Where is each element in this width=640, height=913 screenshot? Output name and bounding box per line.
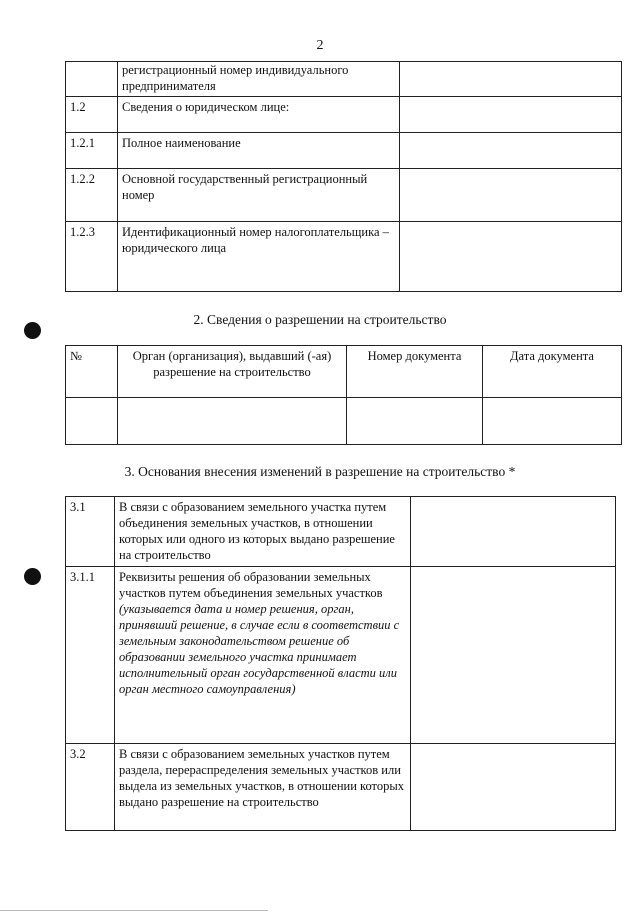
row-value-field[interactable] <box>400 222 622 292</box>
column-header-issuer: Орган (организация), выдавший (-ая) разрешение на строительство <box>118 346 347 398</box>
table-row <box>66 744 616 831</box>
cell-doc-number-field[interactable] <box>347 398 483 445</box>
row-value-field[interactable] <box>400 169 622 222</box>
section-2-title: 2. Сведения о разрешении на строительство <box>193 312 447 327</box>
row-value-field[interactable] <box>411 567 616 744</box>
table-row <box>66 97 622 133</box>
row-number: 1.2.3 <box>66 222 118 292</box>
table-row <box>66 398 622 445</box>
row-label: Сведения о юридическом лице: <box>118 97 400 133</box>
row-label: Реквизиты решения об образовании земельных участков путем объединения земельных участков <box>119 570 383 600</box>
row-label: регистрационный номер индивидуального предпринимателя <box>118 62 400 97</box>
row-number: 3.2 <box>66 744 115 831</box>
row-number: 1.2 <box>66 97 118 133</box>
table-row <box>66 497 616 567</box>
cell-issuer-field[interactable] <box>118 398 347 445</box>
row-note: (указывается дата и номер решения, орган, принявший решение, в случае если в соответствии с земельным законодательством решение об образовании земельного участка принимает исполнительный орган государственной власти или орган местного самоуправления) <box>119 602 400 696</box>
row-number <box>66 62 118 97</box>
cell-doc-date-field[interactable] <box>483 398 622 445</box>
table-header-row <box>66 346 622 398</box>
row-number: 1.2.1 <box>66 133 118 169</box>
applicant-info-table <box>65 61 622 292</box>
cell-number-field[interactable] <box>66 398 118 445</box>
row-value-field[interactable] <box>400 97 622 133</box>
change-grounds-table <box>65 496 616 831</box>
column-header-doc-number: Номер документа <box>347 346 483 398</box>
table-row <box>66 133 622 169</box>
row-value-field[interactable] <box>411 497 616 567</box>
row-value-field[interactable] <box>411 744 616 831</box>
row-label-cell <box>115 567 411 744</box>
table-row <box>66 567 616 744</box>
row-label: В связи с образованием земельных участков путем раздела, перераспределения земельных участков или выдела из земельных участков, в отношении которых выдано разрешение на строительство <box>115 744 411 831</box>
row-number: 3.1 <box>66 497 115 567</box>
punch-hole <box>24 568 41 585</box>
column-header-doc-date: Дата документа <box>483 346 622 398</box>
table-row <box>66 169 622 222</box>
row-value-field[interactable] <box>400 62 622 97</box>
row-label: Основной государственный регистрационный номер <box>118 169 400 222</box>
row-label: Полное наименование <box>118 133 400 169</box>
row-label: В связи с образованием земельного участка путем объединения земельных участков, в отношении которых или одного из которых выдано разрешение на строительство <box>115 497 411 567</box>
permit-info-table <box>65 345 622 445</box>
section-3-title: 3. Основания внесения изменений в разрешение на строительство * <box>124 464 516 479</box>
table-row <box>66 62 622 97</box>
row-number: 1.2.2 <box>66 169 118 222</box>
row-label: Идентификационный номер налогоплательщика – юридического лица <box>118 222 400 292</box>
table-row <box>66 222 622 292</box>
column-header-number: № <box>66 346 118 398</box>
page-number: 2 <box>316 38 324 53</box>
row-number: 3.1.1 <box>66 567 115 744</box>
scan-artifact-line <box>0 910 268 911</box>
row-value-field[interactable] <box>400 133 622 169</box>
